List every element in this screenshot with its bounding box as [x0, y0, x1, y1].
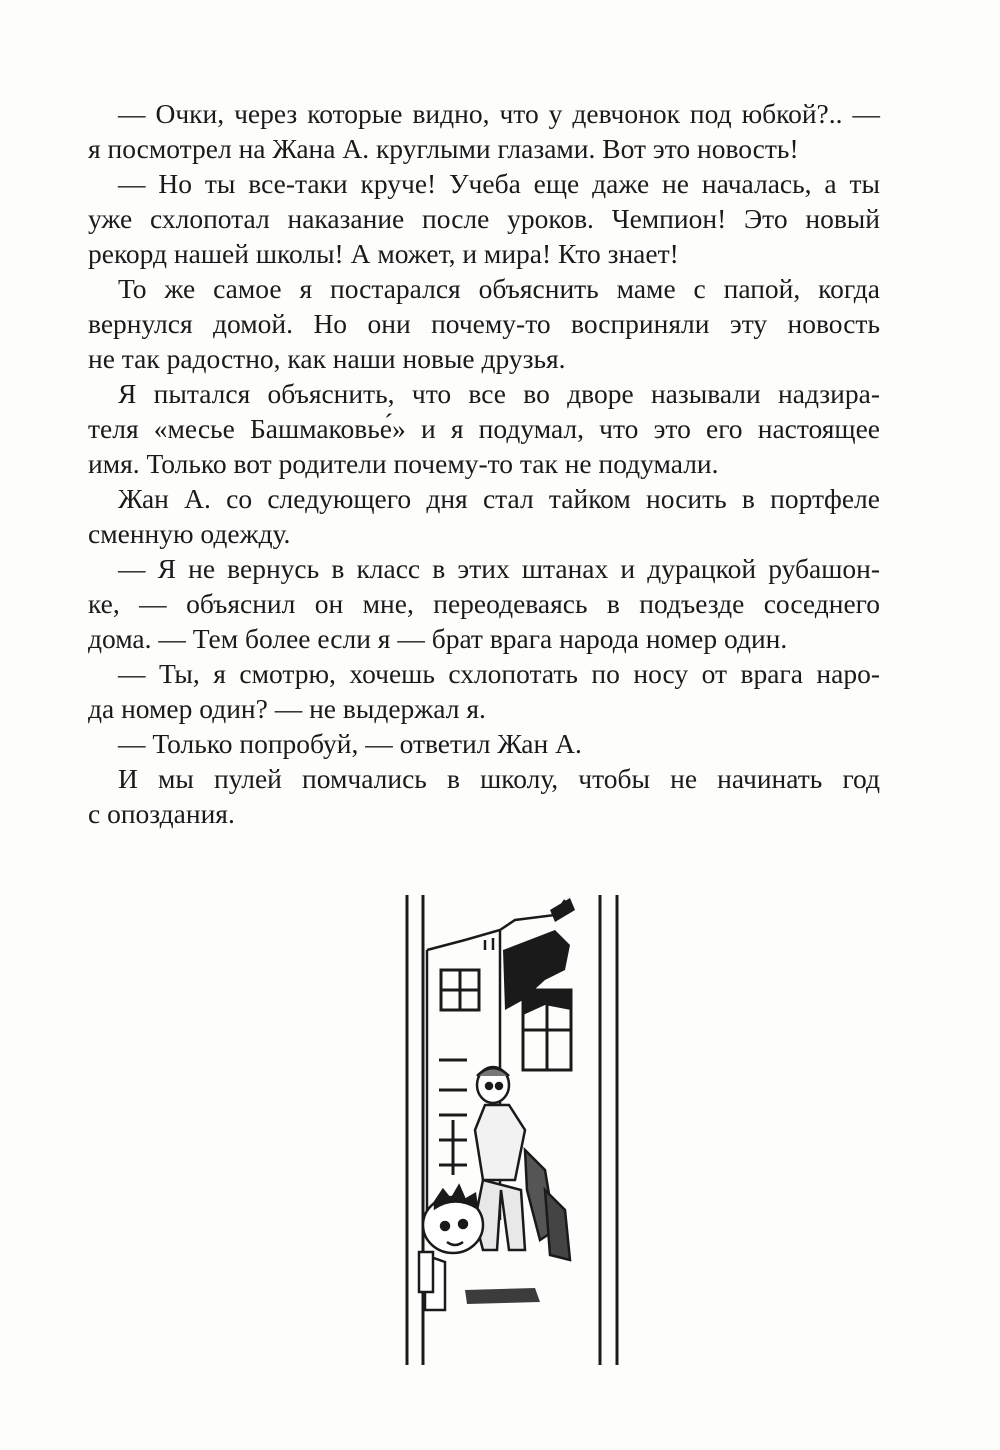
doorway-boys-illustration-icon: [405, 890, 625, 1370]
page-text: [88, 96, 880, 831]
text-line: теля «месье Башмаковье́» и я подумал, что это его настоящее: [88, 413, 880, 444]
text-line: рекорд нашей школы! А может, и мира! Кто знает!: [88, 238, 679, 269]
text-line: И мы пулей помчались в школу, чтобы не начинать год: [118, 763, 880, 794]
text-line: — Я не вернусь в класс в этих штанах и дурацкой рубашон-: [118, 553, 880, 584]
text-line: имя. Только вот родители почему-то так не подумали.: [88, 448, 719, 479]
text-line: — Очки, через которые видно, что у девчонок под юбкой?.. —: [118, 98, 880, 129]
paragraph: [88, 96, 880, 166]
text-line: сменную одежду.: [88, 518, 291, 549]
text-line: — Но ты все-таки круче! Учеба еще даже не началась, а ты: [118, 168, 880, 199]
text-line: дома. — Тем более если я — брат врага народа номер один.: [88, 623, 788, 654]
text-line: вернулся домой. Но они почему-то восприняли эту новость: [88, 308, 880, 339]
text-line: уже схлопотал наказание после уроков. Чемпион! Это новый: [88, 203, 880, 234]
text-line: Я пытался объяснить, что все во дворе называли надзира-: [118, 378, 880, 409]
text-line: ке, — объяснил он мне, переодеваясь в подъезде соседнего: [88, 588, 880, 619]
paragraph: [88, 166, 880, 271]
paragraph: [88, 761, 880, 831]
text-line: — Только попробуй, — ответил Жан А.: [118, 728, 582, 759]
text-line: — Ты, я смотрю, хочешь схлопотать по носу от врага наро-: [118, 658, 880, 689]
paragraph: [88, 726, 880, 761]
paragraph: [88, 656, 880, 726]
paragraph: [88, 271, 880, 376]
text-line: с опоздания.: [88, 798, 235, 829]
paragraph: [88, 376, 880, 481]
text-line: не так радостно, как наши новые друзья.: [88, 343, 566, 374]
paragraph: [88, 481, 880, 551]
text-line: я посмотрел на Жана А. круглыми глазами. Вот это новость!: [88, 133, 799, 164]
text-line: Жан А. со следующего дня стал тайком носить в портфеле: [118, 483, 880, 514]
text-line: То же самое я постарался объяснить маме с папой, когда: [118, 273, 880, 304]
text-line: да номер один? — не выдержал я.: [88, 693, 486, 724]
paragraph: [88, 551, 880, 656]
